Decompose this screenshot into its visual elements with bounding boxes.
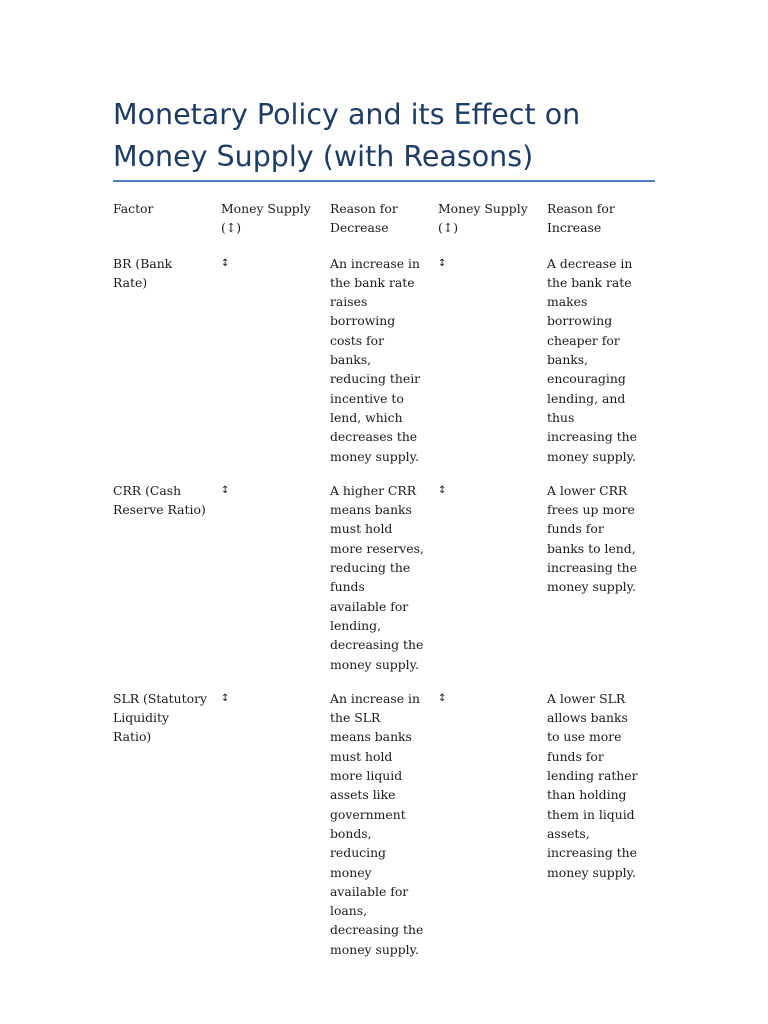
table-row xyxy=(106,686,648,971)
table-header-row xyxy=(106,196,648,251)
reason-increase-cell: A lower CRR frees up more funds for banks to lend, increasing the money supply. xyxy=(547,482,637,595)
supply-arrow-icon: ↕ xyxy=(221,484,230,496)
header-reason-for-decrease: Reason for Decrease xyxy=(330,201,398,236)
supply-arrow-icon: ↕ xyxy=(438,484,447,496)
supply-arrow-icon: ↕ xyxy=(438,257,447,269)
supply-arrow-icon: ↕ xyxy=(221,257,230,269)
reason-decrease-cell: A higher CRR means banks must hold more reserves, reducing the funds available for lending, decreasing the money supply. xyxy=(330,482,424,672)
factor-cell: SLR (Statutory Liquidity Ratio) xyxy=(113,690,207,745)
table-row xyxy=(106,478,648,686)
table-row xyxy=(106,251,648,478)
header-factor: Factor xyxy=(113,201,154,216)
title-underline-rule xyxy=(113,180,655,182)
supply-arrow-icon: ↕ xyxy=(438,692,447,704)
monetary-policy-table xyxy=(106,196,648,971)
factor-cell: BR (Bank Rate) xyxy=(113,255,173,290)
reason-decrease-cell: An increase in the bank rate raises borrowing costs for banks, reducing their incentive to lend, which decreases the money supply. xyxy=(330,255,421,464)
reason-increase-cell: A lower SLR allows banks to use more funds for lending rather than holding them in liquid assets, increasing the money supply. xyxy=(547,690,638,880)
factor-cell: CRR (Cash Reserve Ratio) xyxy=(113,482,206,518)
supply-arrow-icon: ↕ xyxy=(221,692,230,704)
reason-decrease-cell: An increase in the SLR means banks must hold more liquid assets like government bonds, reducing money available for loans, decreasing the money supply. xyxy=(330,690,424,957)
header-money-supply-increase: Money Supply (↕) xyxy=(438,201,528,236)
header-money-supply-decrease: Money Supply (↕) xyxy=(221,201,311,236)
document-title: Monetary Policy and its Effect on Money Supply (with Reasons) xyxy=(113,98,581,173)
header-reason-for-increase: Reason for Increase xyxy=(547,201,615,236)
reason-increase-cell: A decrease in the bank rate makes borrowing cheaper for banks, encouraging lending, and thus increasing the money supply. xyxy=(547,255,637,464)
